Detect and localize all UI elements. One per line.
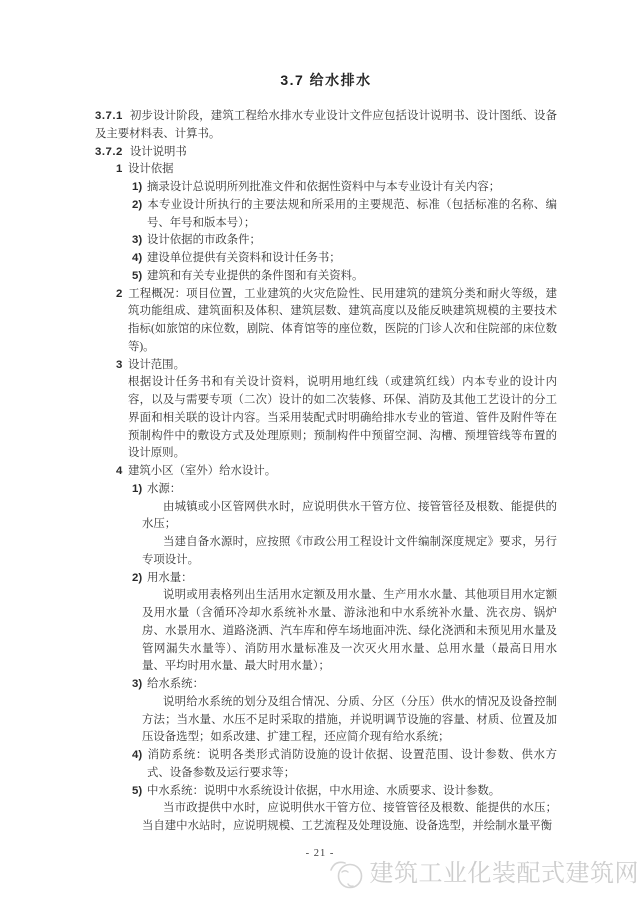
- page-content: [95, 72, 557, 836]
- watermark: [328, 856, 640, 892]
- item-number: 1: [116, 163, 123, 176]
- item-1: [95, 161, 557, 179]
- clause-text: 初步设计阶段，建筑工程给水排水专业设计文件应包括设计说明书、设计图纸、设备及主要材料表、计算书。: [95, 110, 557, 140]
- item-number: 3: [116, 358, 123, 371]
- subitem-text: 中水系统：说明中水系统设计依据，中水用途、水质要求、设计参数。: [147, 784, 501, 797]
- subitem-number: 1): [132, 482, 143, 495]
- clause-number: 3.7.1: [95, 110, 123, 122]
- subitem-text: 建筑和有关专业提供的条件图和有关资料。: [147, 269, 364, 282]
- item-4-sub-4: [95, 747, 557, 783]
- item-number: 4: [116, 465, 123, 477]
- item-number: 2: [116, 287, 123, 300]
- clause-text: 设计说明书: [129, 145, 187, 158]
- item-4: [95, 463, 557, 481]
- item-4-sub-2: [95, 570, 557, 588]
- item-text: 设计范围。: [128, 358, 185, 371]
- item-1-sub-1: [95, 179, 557, 197]
- item-4-sub-2-paragraph: 说明或用表格列出生活用水定额及用水量、生产用水水量、其他项目用水定额及用水量（含循环冷却水系统补水量、游泳池和中水系统补水量、洗衣房、锅炉房、水景用水、道路浇洒、汽车库和停车场地面冲洗、绿化浇洒和未预见用水量及管网漏失水量等）、消防用水量标准及一次灭火用水量、总用水量（最高日用水量、平均时用水量、最大时用水量）；: [142, 589, 557, 673]
- clause-number: 3.7.2: [95, 145, 123, 158]
- item-2: [95, 286, 557, 357]
- clause-3-7-1: [95, 108, 557, 144]
- item-1-sub-4: [95, 250, 557, 268]
- subitem-number: 1): [132, 181, 143, 193]
- subitem-number: 2): [132, 571, 143, 584]
- watermark-text: 建筑工业化装配式建筑网: [369, 861, 639, 887]
- item-text: 工程概况：项目位置，工业建筑的火灾危险性、民用建筑的建筑分类和耐火等级，建筑功能组成、建筑面积及体积、建筑层数、建筑高度以及能反映建筑规模的主要技术指标(如旅馆的床位数，剧院、体育馆等的座位数，医院的门诊人次和住院部的床位数等)。: [128, 287, 557, 353]
- item-4-sub-3: [95, 676, 557, 694]
- subitem-text: 本专业设计所执行的主要法规和所采用的主要规范、标准（包括标准的名称、编号、年号和版本号）；: [147, 198, 557, 229]
- subitem-text: 给水系统：: [147, 678, 204, 690]
- item-4-sub-1: [95, 481, 557, 499]
- item-3: [95, 357, 557, 375]
- subitem-text: 设计依据的市政条件；: [147, 234, 261, 247]
- item-4-sub-1-paragraph: 当建自备水源时，应按照《市政公用工程设计文件编制深度规定》要求，另行专项设计。: [142, 536, 557, 566]
- item-4-sub-1-paragraph: 由城镇或小区管网供水时，应说明供水干管方位、接管管径及根数、能提供的水压；: [142, 500, 557, 531]
- clause-3-7-2: [95, 144, 557, 162]
- item-text: 设计依据: [128, 163, 174, 176]
- subitem-text: 建设单位提供有关资料和设计任务书；: [147, 252, 341, 264]
- section-heading: 3.7 给水排水: [280, 72, 372, 88]
- subitem-number: 4): [132, 749, 143, 761]
- subitem-text: 水源：: [147, 482, 182, 495]
- subitem-number: 3): [132, 234, 143, 247]
- subitem-number: 5): [132, 269, 143, 282]
- item-1-sub-2: [95, 197, 557, 233]
- subitem-text: 消防系统：说明各类形式消防设施的设计依据、设置范围、设计参数、供水方式、设备参数及运行要求等；: [147, 749, 557, 779]
- watermark-logo-icon: [328, 856, 366, 892]
- subitem-number: 3): [132, 678, 143, 690]
- page-number: - 21 -: [305, 848, 335, 859]
- item-4-sub-5: [95, 783, 557, 801]
- subitem-number: 4): [132, 252, 143, 264]
- item-text: 建筑小区（室外）给水设计。: [128, 465, 277, 477]
- item-4-sub-5-paragraph: 当市政提供中水时，应说明供水干管方位、接管管径及根数、能提供的水压；当自建中水站时，应说明规模、工艺流程及处理设施、设备选型，并绘制水量平衡: [142, 802, 557, 832]
- subitem-text: 摘录设计总说明所列批准文件和依据性资料中与本专业设计有关内容；: [147, 181, 501, 193]
- subitem-number: 2): [132, 198, 143, 211]
- item-3-paragraph: 根据设计任务书和有关设计资料，说明用地红线（或建筑红线）内本专业的设计内容，以及与需要专项（二次）设计的如二次装修、环保、消防及其他工艺设计的分工界面和相关联的设计内容。当采用装配式时明确给排水专业的管道、管件及附件等在预制构件中的敷设方式及处理原则；预制构件中预留空洞、沟槽、预埋管线等布置的设计原则。: [128, 376, 557, 460]
- subitem-number: 5): [132, 784, 143, 797]
- subitem-text: 用水量：: [147, 571, 193, 584]
- item-1-sub-3: [95, 232, 557, 250]
- item-1-sub-5: [95, 268, 557, 286]
- item-4-sub-3-paragraph: 说明给水系统的划分及组合情况、分质、分区（分压）供水的情况及设备控制方法；当水量、水压不足时采取的措施，并说明调节设施的容量、材质、位置及加压设备选型；如系改建、扩建工程，还应简介现有给水系统；: [142, 695, 557, 744]
